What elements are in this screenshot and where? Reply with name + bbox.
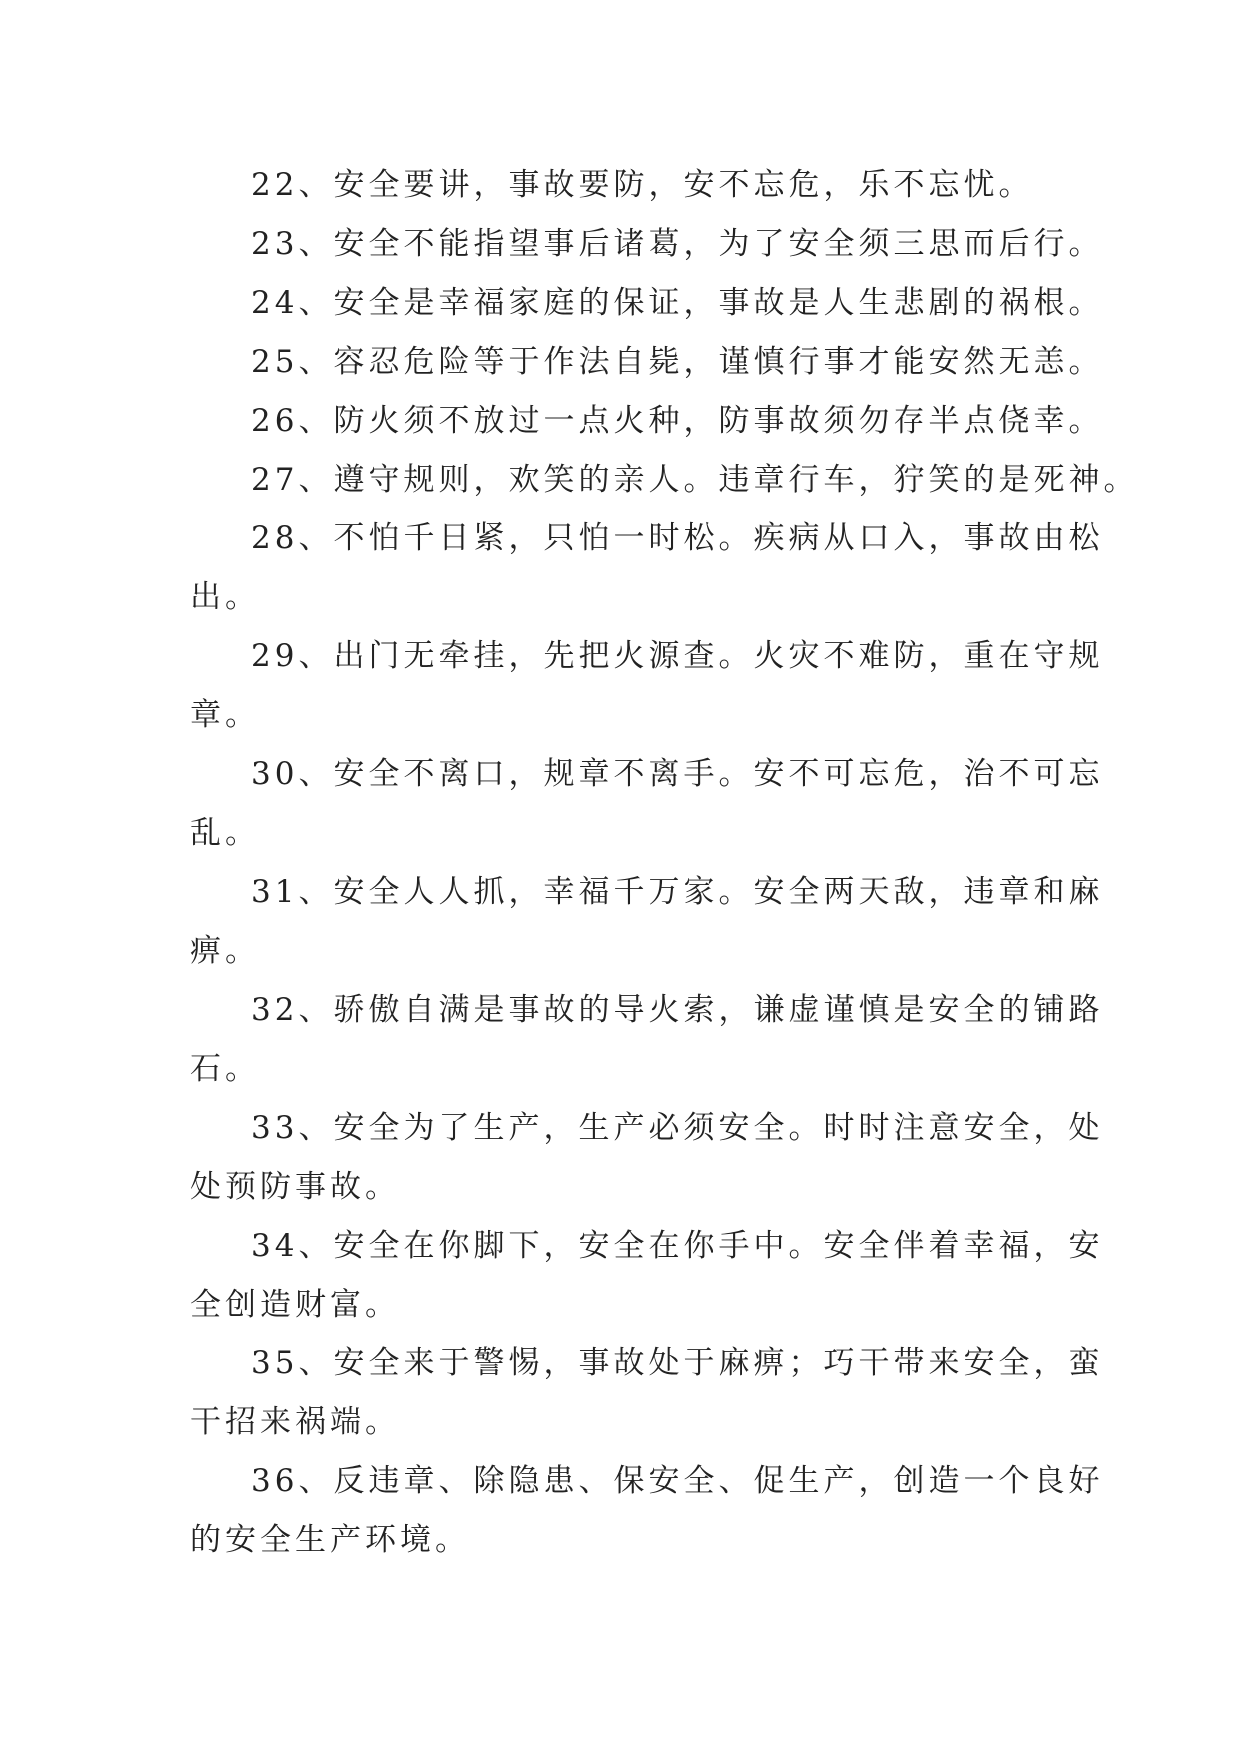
slogan-29-line-1: 29、出门无牵挂，先把火源查。火灾不难防，重在守规 xyxy=(251,638,1104,674)
slogan-34-line-2: 全创造财富。 xyxy=(190,1287,400,1323)
slogan-35-line-1: 35、安全来于警惕，事故处于麻痹；巧干带来安全，蛮 xyxy=(251,1345,1104,1381)
slogan-30-line-1: 30、安全不离口，规章不离手。安不可忘危，治不可忘 xyxy=(251,756,1104,792)
slogan-31-line-2: 痹。 xyxy=(190,933,260,969)
slogan-25: 25、容忍危险等于作法自毙，谨慎行事才能安然无恙。 xyxy=(251,344,1104,380)
slogan-36-line-2: 的安全生产环境。 xyxy=(190,1522,470,1558)
slogan-28-line-2: 出。 xyxy=(190,579,260,615)
slogan-36-line-1: 36、反违章、除隐患、保安全、促生产，创造一个良好 xyxy=(251,1463,1104,1499)
slogan-29-line-2: 章。 xyxy=(190,697,260,733)
slogan-33-line-1: 33、安全为了生产，生产必须安全。时时注意安全，处 xyxy=(251,1110,1104,1146)
slogan-33-line-2: 处预防事故。 xyxy=(190,1169,400,1205)
slogan-32-line-2: 石。 xyxy=(190,1051,260,1087)
slogan-22: 22、安全要讲，事故要防，安不忘危，乐不忘忧。 xyxy=(251,167,1034,203)
slogan-32-line-1: 32、骄傲自满是事故的导火索，谦虚谨慎是安全的铺路 xyxy=(251,992,1104,1028)
slogan-34-line-1: 34、安全在你脚下，安全在你手中。安全伴着幸福，安 xyxy=(251,1228,1104,1264)
slogan-31-line-1: 31、安全人人抓，幸福千万家。安全两天敌，违章和麻 xyxy=(251,874,1104,910)
slogan-23: 23、安全不能指望事后诸葛，为了安全须三思而后行。 xyxy=(251,226,1104,262)
slogan-26: 26、防火须不放过一点火种，防事故须勿存半点侥幸。 xyxy=(251,403,1104,439)
slogan-24: 24、安全是幸福家庭的保证，事故是人生悲剧的祸根。 xyxy=(251,285,1104,321)
slogan-27: 27、遵守规则，欢笑的亲人。违章行车，狞笑的是死神。 xyxy=(251,462,1139,498)
slogan-30-line-2: 乱。 xyxy=(190,815,260,851)
slogan-28-line-1: 28、不怕千日紧，只怕一时松。疾病从口入，事故由松 xyxy=(251,520,1104,556)
slogan-35-line-2: 干招来祸端。 xyxy=(190,1404,400,1440)
